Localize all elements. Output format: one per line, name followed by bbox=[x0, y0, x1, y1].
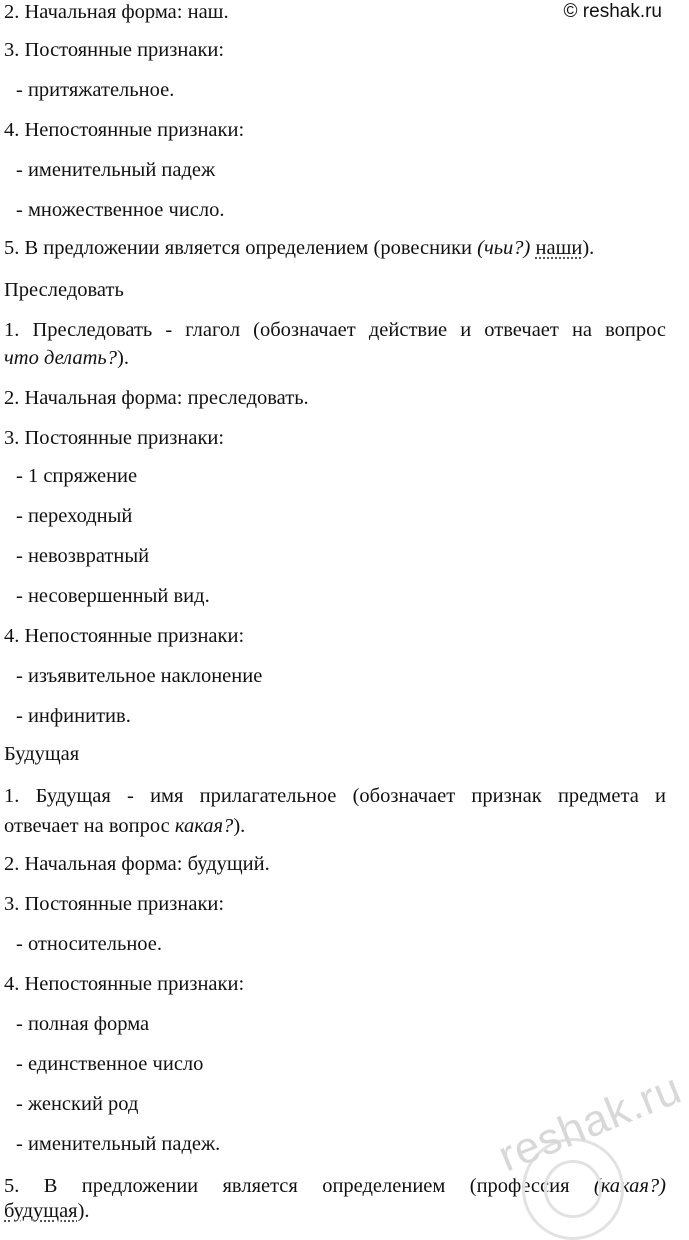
question-italic: (какая?) bbox=[593, 1175, 666, 1197]
text-segment: ). bbox=[233, 815, 246, 837]
text-line: 4. Непостоянные признаки: bbox=[4, 119, 245, 141]
text-line: 4. Непостоянные признаки: bbox=[4, 625, 245, 647]
text-line bbox=[4, 814, 245, 838]
text-line bbox=[4, 346, 129, 370]
question-italic: что делать? bbox=[4, 347, 117, 369]
text-segment: ). bbox=[582, 237, 595, 259]
copyright-label: © reshak.ru bbox=[563, 1, 662, 22]
text-line: - переходный bbox=[16, 505, 133, 527]
watermark-text: reshak.ru bbox=[491, 1063, 689, 1182]
text-line: 3. Постоянные признаки: bbox=[4, 427, 225, 449]
text-line: - несовершенный вид. bbox=[16, 585, 210, 607]
underlined-word: наши bbox=[535, 237, 583, 259]
text-line: - именительный падеж. bbox=[16, 1133, 221, 1155]
text-line: - именительный падеж bbox=[16, 159, 216, 181]
question-italic: (чьи?) bbox=[477, 237, 531, 259]
section-heading: Преследовать bbox=[4, 279, 124, 301]
text-line bbox=[4, 1199, 90, 1223]
text-line: 1. Преследовать - глагол (обозначает действие и отвечает на вопрос bbox=[4, 319, 666, 341]
text-line: - изъявительное наклонение bbox=[16, 665, 263, 687]
text-segment: 5. В предложении является определением (ровесники bbox=[4, 237, 478, 259]
text-line: 4. Непостоянные признаки: bbox=[4, 973, 245, 995]
text-line: - относительное. bbox=[16, 933, 163, 955]
text-segment: отвечает на вопрос bbox=[4, 815, 175, 837]
text-line: 3. Постоянные признаки: bbox=[4, 893, 225, 915]
text-line: - женский род bbox=[16, 1093, 139, 1115]
text-line: - полная форма bbox=[16, 1013, 150, 1035]
text-line: 2. Начальная форма: будущий. bbox=[4, 853, 270, 875]
text-line: 1. Будущая - имя прилагательное (обозначает признак предмета и bbox=[4, 785, 666, 807]
text-line bbox=[4, 1174, 666, 1198]
text-segment: 5. В предложении является определением (профессия bbox=[4, 1175, 594, 1197]
text-line: 2. Начальная форма: преследовать. bbox=[4, 387, 309, 409]
text-line: - 1 спряжение bbox=[16, 465, 138, 487]
text-segment: ). bbox=[77, 1200, 90, 1222]
reshak-watermark bbox=[488, 1058, 689, 1228]
text-line: 3. Постоянные признаки: bbox=[4, 39, 225, 61]
section-heading: Будущая bbox=[4, 743, 80, 765]
text-line bbox=[4, 236, 594, 260]
text-line: - инфинитив. bbox=[16, 705, 131, 727]
question-italic: какая? bbox=[174, 815, 234, 837]
underlined-word: будущая bbox=[4, 1200, 78, 1222]
text-segment: ). bbox=[117, 347, 129, 369]
text-line: - невозвратный bbox=[16, 545, 150, 567]
text-line: - множественное число. bbox=[16, 199, 225, 221]
text-line: 2. Начальная форма: наш. bbox=[4, 1, 229, 23]
text-line: - притяжательное. bbox=[16, 79, 175, 101]
text-line: - единственное число bbox=[16, 1053, 204, 1075]
